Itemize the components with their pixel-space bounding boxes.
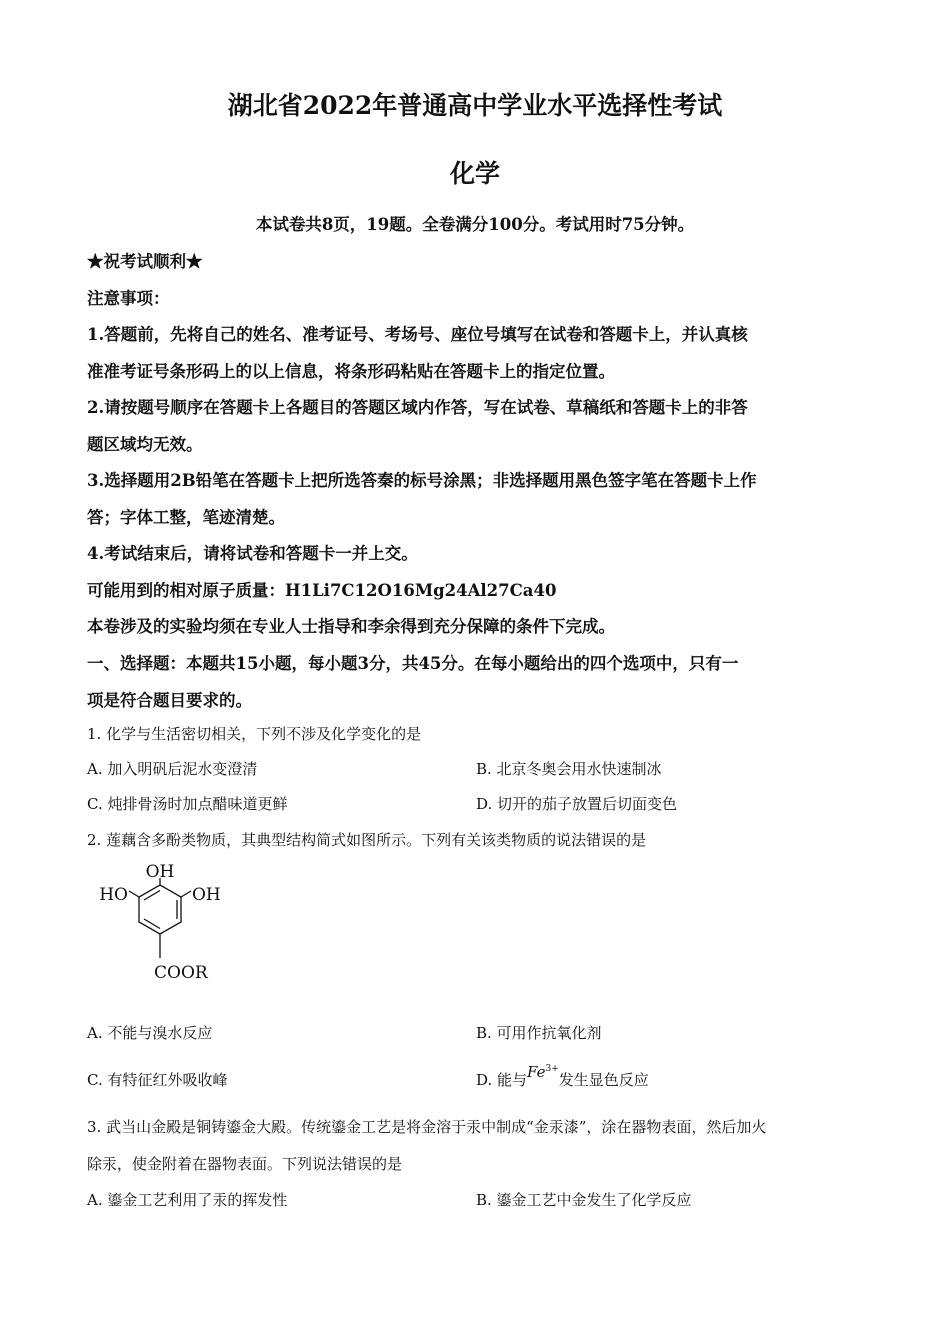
q3-option-a: A. 鎏金工艺利用了汞的挥发性 <box>87 1191 288 1209</box>
polyphenol-structure-diagram <box>86 862 226 992</box>
q2-option-d-prefix: D. 能与 <box>476 1071 528 1089</box>
q2-option-d <box>476 1063 649 1090</box>
q1-stem: 1. 化学与生活密切相关，下列不涉及化学变化的是 <box>87 725 422 743</box>
group-bottom: COOR <box>154 963 208 983</box>
group-right: OH <box>192 885 221 905</box>
benzene-ring <box>139 885 181 934</box>
note-1-line-1: 1.答题前，先将自己的姓名、准考证号、考场号、座位号填写在试卷和答题卡上，并认真核 <box>87 325 748 344</box>
fe-symbol: Fe <box>527 1063 546 1081</box>
note-3-line-2: 答；字体工整，笔迹清楚。 <box>87 508 285 527</box>
exam-subject: 化学 <box>449 159 500 188</box>
q1-option-c: C. 炖排骨汤时加点醋味道更鲜 <box>87 795 288 813</box>
note-4: 4.考试结束后，请将试卷和答题卡一并上交。 <box>87 544 418 563</box>
q2-option-d-suffix: 发生显色反应 <box>558 1071 649 1089</box>
q1-option-a: A. 加入明矾后泥水变澄清 <box>87 760 258 778</box>
exam-meta: 本试卷共8页，19题。全卷满分100分。考试用时75分钟。 <box>255 215 695 234</box>
section-heading-line-1: 一、选择题：本题共15小题，每小题3分，共45分。在每小题给出的四个选项中，只有一 <box>87 654 739 673</box>
q1-option-d: D. 切开的茄子放置后切面变色 <box>476 795 678 813</box>
group-left: HO <box>99 885 128 905</box>
good-luck-line: ★祝考试顺利★ <box>87 252 203 271</box>
q2-stem: 2. 莲藕含多酚类物质，其典型结构简式如图所示。下列有关该类物质的说法错误的是 <box>87 831 647 849</box>
safety-note: 本卷涉及的实验均须在专业人士指导和李余得到充分保障的条件下完成。 <box>87 617 615 636</box>
fe-ion <box>527 1063 559 1081</box>
note-2-line-2: 题区域均无效。 <box>87 435 203 454</box>
q3-option-b: B. 鎏金工艺中金发生了化学反应 <box>476 1191 692 1209</box>
note-3-line-1: 3.选择题用2B铅笔在答题卡上把所选答秦的标号涂黑；非选择题用黑色签字笔在答题卡上作 <box>87 471 757 490</box>
atomic-masses: 可能用到的相对原子质量：H1Li7C12O16Mg24Al27Ca40 <box>87 581 557 600</box>
q3-stem-line-1: 3. 武当山金殿是铜铸鎏金大殿。传统鎏金工艺是将金溶于汞中制成“金汞漆”，涂在器物表面，然后加火 <box>87 1118 767 1136</box>
q2-option-c: C. 有特征红外吸收峰 <box>87 1071 228 1089</box>
q3-stem-line-2: 除汞，使金附着在器物表面。下列说法错误的是 <box>87 1155 403 1173</box>
group-top: OH <box>145 862 175 882</box>
note-2-line-1: 2.请按题号顺序在答题卡上各题目的答题区域内作答，写在试卷、草稿纸和答题卡上的非答 <box>87 398 748 417</box>
note-1-line-2: 准准考证号条形码上的以上信息，将条形码粘贴在答题卡上的指定位置。 <box>87 362 615 381</box>
exam-title: 湖北省2022年普通高中学业水平选择性考试 <box>227 91 723 120</box>
notes-heading: 注意事项： <box>87 289 170 308</box>
section-heading-line-2: 项是符合题目要求的。 <box>87 691 252 710</box>
q1-option-b: B. 北京冬奥会用水快速制冰 <box>476 760 662 778</box>
q2-option-b: B. 可用作抗氧化剂 <box>476 1024 602 1042</box>
q2-option-a: A. 不能与溴水反应 <box>87 1024 213 1042</box>
fe-charge: 3+ <box>545 1064 559 1074</box>
